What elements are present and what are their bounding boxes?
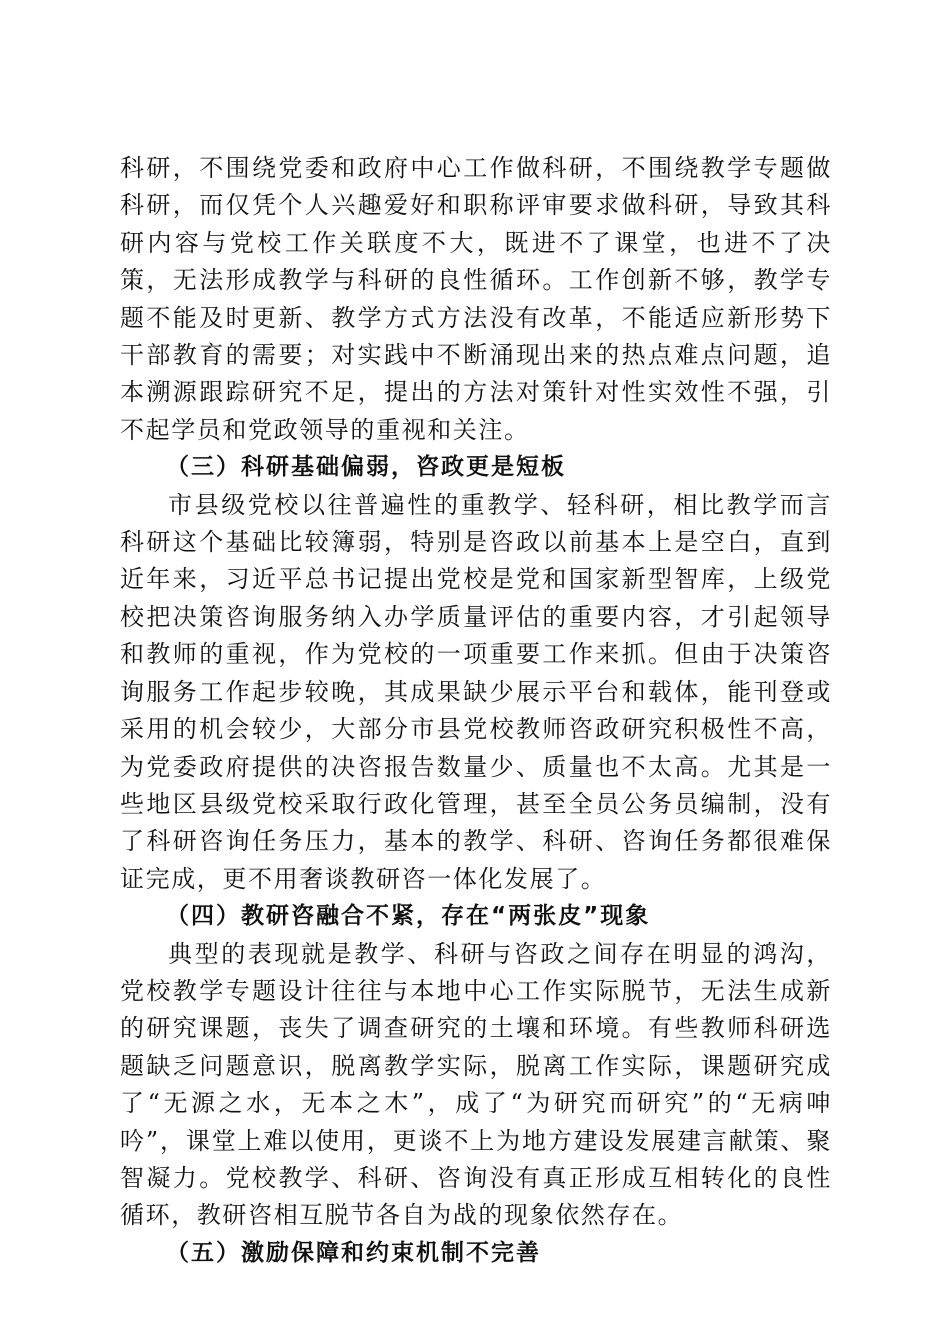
heading-section-5: （五）激励保障和约束机制不完善 bbox=[166, 1239, 541, 1266]
heading-section-4: （四）教研咨融合不紧，存在“两张皮”现象 bbox=[166, 903, 651, 930]
document-body bbox=[120, 150, 832, 1272]
paragraph-weak-research-foundation: 市县级党校以往普遍性的重教学、轻科研，相比教学而言科研这个基础比较簿弱，特别是咨政以前基本上是空白，直到近年来，习近平总书记提出党校是党和国家新型智库，上级党校把决策咨询服务纳入办学质量评估的重要内容，才引起领导和教师的重视，作为党校的一项重要工作来抓。但由于决策咨询服务工作起步较晚，其成果缺少展示平台和载体，能刊登或采用的机会较少，大部分市县党校教师咨政研究积极性不高，为党委政府提供的决咨报告数量少、质量也不太高。尤其是一些地区县级党校采取行政化管理，甚至全员公务员编制，没有了科研咨询任务压力，基本的教学、科研、咨询任务都很难保证完成，更不用奢谈教研咨一体化发展了。 bbox=[120, 490, 832, 893]
heading-section-3: （三）科研基础偏弱，咨政更是短板 bbox=[166, 454, 566, 481]
paragraph-two-skins-phenomenon: 典型的表现就是教学、科研与咨政之间存在明显的鸿沟，党校教学专题设计往往与本地中心工作实际脱节，无法生成新的研究课题，丧失了调查研究的土壤和环境。有些教师科研选题缺乏问题意识，脱离教学实际，脱离工作实际，课题研究成了“无源之水，无本之木”，成了“为研究而研究”的“无病呻吟”，课堂上难以使用，更谈不上为地方建设发展建言献策、聚智凝力。党校教学、科研、咨询没有真正形成互相转化的良性循环，教研咨相互脱节各自为战的现象依然存在。 bbox=[120, 939, 832, 1230]
paragraph-research-disconnect: 科研，不围绕党委和政府中心工作做科研，不围绕教学专题做科研，而仅凭个人兴趣爱好和职称评审要求做科研，导致其科研内容与党校工作关联度不大，既进不了课堂，也进不了决策，无法形成教学与科研的良性循环。工作创新不够，教学专题不能及时更新、教学方式方法没有改革，不能适应新形势下干部教育的需要；对实践中不断涌现出来的热点难点问题，追本溯源跟踪研究不足，提出的方法对策针对性实效性不强，引不起学员和党政领导的重视和关注。 bbox=[120, 154, 832, 444]
